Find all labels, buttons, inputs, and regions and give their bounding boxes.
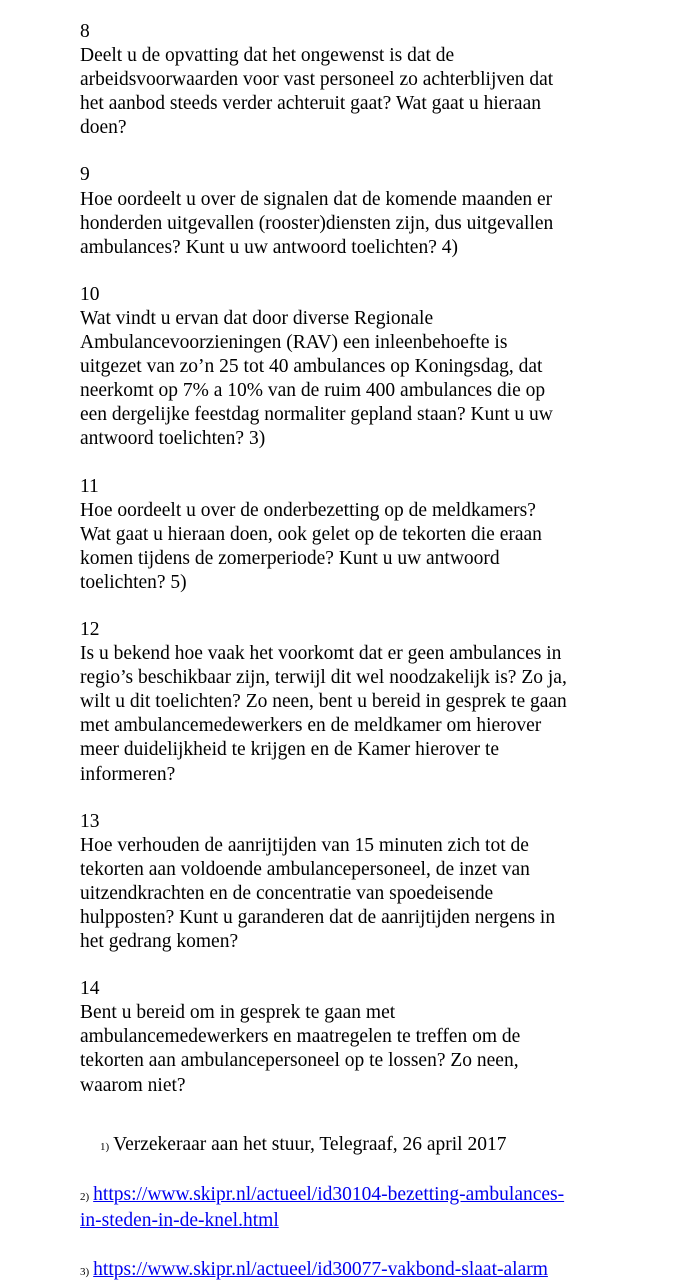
footnote-2	[80, 1159, 660, 1233]
question-11	[80, 475, 660, 595]
question-8	[80, 20, 660, 140]
footnote-text: Verzekeraar aan het stuur, Telegraaf, 26 april 2017	[113, 1134, 507, 1156]
footnote-marker: 1)	[100, 1141, 110, 1154]
footnote-1	[80, 1109, 660, 1159]
question-text: Is u bekend hoe vaak het voorkomt dat er geen ambulances in regio’s beschikbaar zijn, terwijl dit wel noodzakelijk is? Zo ja, wilt u dit toelichten? Zo neen, bent u bereid in gesprek te gaan met ambulancemedewerkers en de meldkamer om hierover meer duidelijkheid te krijgen en de Kamer hierover te informeren?	[80, 643, 567, 785]
footnotes	[80, 1109, 660, 1284]
question-number: 10	[80, 283, 100, 305]
question-number: 14	[80, 978, 100, 1000]
question-9	[80, 163, 660, 259]
question-text: Wat vindt u ervan dat door diverse Regionale Ambulancevoorzieningen (RAV) een inleenbehoefte is uitgezet van zo’n 25 tot 40 ambulances op Koningsdag, dat neerkomt op 7% a 10% van de ruim 400 ambulances die op een dergelijke feestdag normaliter gepland staan? Kunt u uw antwoord toelichten? 3)	[80, 307, 553, 450]
question-number: 9	[80, 164, 90, 186]
question-text: Hoe oordeelt u over de signalen dat de komende maanden er honderden uitgevallen (rooster)diensten zijn, dus uitgevallen ambulances? Kunt u uw antwoord toelichten? 4)	[80, 188, 554, 258]
question-number: 8	[80, 21, 90, 42]
document-body	[80, 20, 660, 1121]
footnote-link[interactable]: https://www.skipr.nl/actueel/id30077-vakbond-slaat-alarm	[93, 1258, 548, 1280]
question-10	[80, 283, 660, 452]
question-number: 13	[80, 810, 100, 832]
footnote-link[interactable]: https://www.skipr.nl/actueel/id30104-bezetting-ambulances- in-steden-in-de-knel.html	[80, 1184, 565, 1232]
question-14	[80, 977, 660, 1097]
question-text: Hoe verhouden de aanrijtijden van 15 minuten zich tot de tekorten aan voldoende ambulancepersoneel, de inzet van uitzendkrachten en de concentratie van spoedeisende hulpposten? Kunt u garanderen dat de aanrijtijden nergens in het gedrang komen?	[80, 834, 556, 953]
question-12	[80, 618, 660, 787]
question-text: Hoe oordeelt u over de onderbezetting op de meldkamers? Wat gaat u hieraan doen, ook gelet op de tekorten die eraan komen tijdens de zomerperiode? Kunt u uw antwoord toelichten? 5)	[80, 499, 542, 593]
question-number: 12	[80, 618, 100, 640]
footnote-marker: 3)	[80, 1265, 90, 1278]
question-text: Deelt u de opvatting dat het ongewenst is dat de arbeidsvoorwaarden voor vast personeel zo achterblijven dat het aanbod steeds verder achteruit gaat? Wat gaat u hieraan doen?	[80, 45, 554, 139]
question-text: Bent u bereid om in gesprek te gaan met ambulancemedewerkers en maatregelen te treffen om de tekorten aan ambulancepersoneel op te lossen? Zo neen, waarom niet?	[80, 1002, 521, 1096]
footnote-3	[80, 1233, 660, 1283]
question-number: 11	[80, 475, 99, 497]
question-13	[80, 810, 660, 955]
footnote-marker: 2)	[80, 1191, 90, 1204]
